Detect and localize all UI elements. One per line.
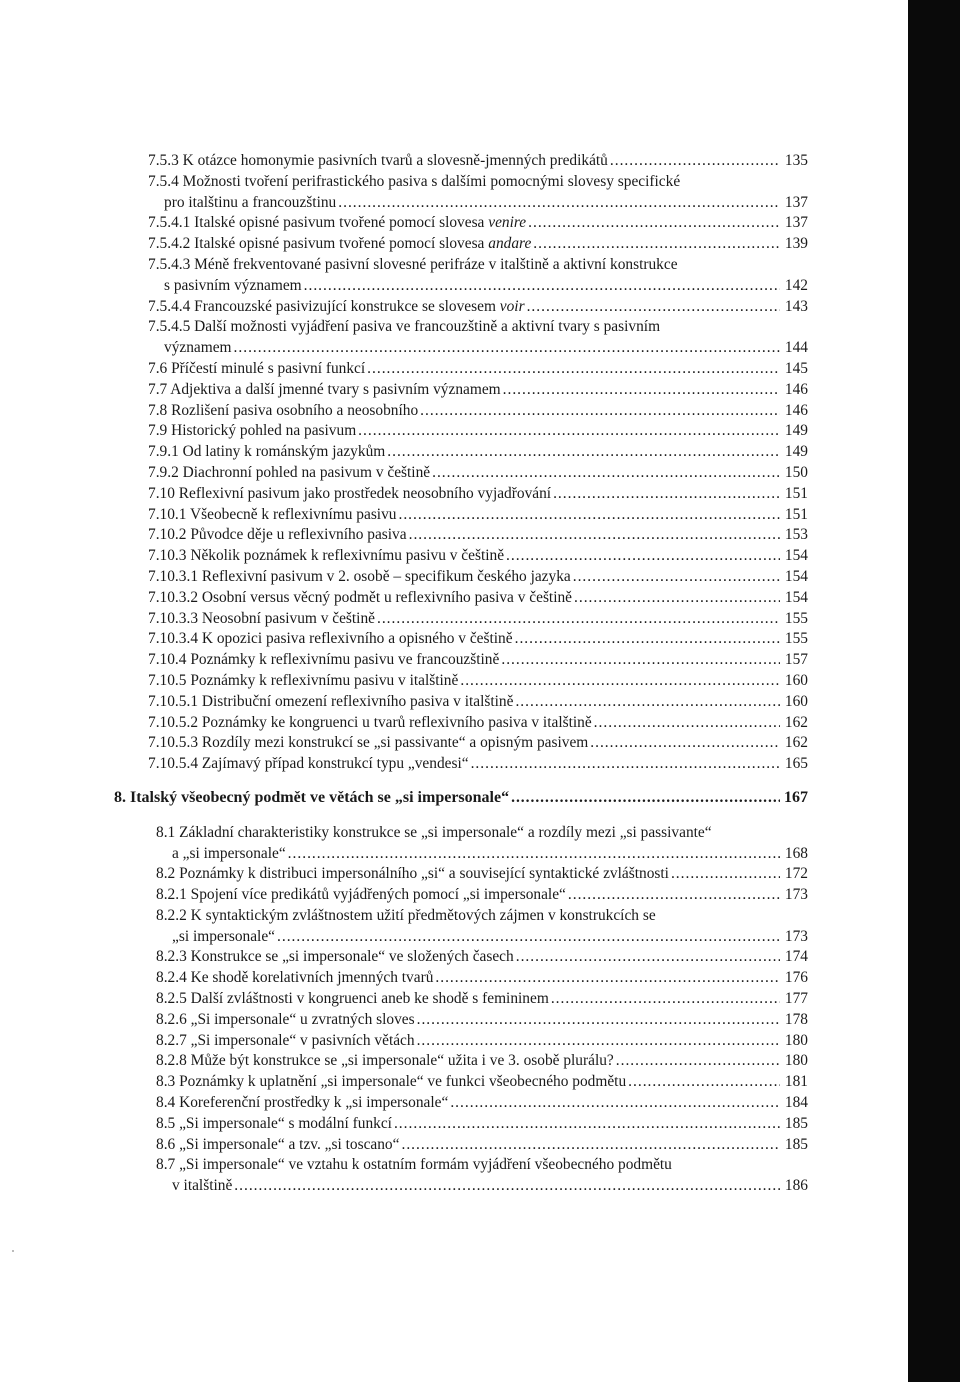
toc-page-number: 180 (784, 1031, 808, 1049)
toc-subentry[interactable] (156, 1135, 808, 1156)
toc-entry-title (156, 1031, 415, 1052)
toc-entry-title-text: 7.10.4 Poznámky k reflexivnímu pasivu ve francouzštině (148, 651, 500, 669)
toc-entry-title-text: 7.10.3 Několik poznámek k reflexivnímu pasivu v češtině (148, 547, 505, 565)
toc-page-number: 155 (784, 609, 808, 627)
toc-page-number: 162 (784, 734, 808, 752)
toc-entry-title-text: 8.2.4 Ke shodě korelativních jmenných tvarů (156, 969, 434, 987)
toc-entry-line: 7.5.4.5 Další možnosti vyjádření pasiva ve francouzštině a aktivní tvary s pasivním (148, 318, 661, 336)
toc-entry-row (156, 1135, 808, 1156)
toc-entry-row (148, 692, 808, 713)
toc-entry[interactable] (148, 671, 808, 692)
toc-entry-title-text: 7.10.3.4 K opozici pasiva reflexivního a opisného v češtině (148, 630, 513, 648)
toc-entry-title (156, 1135, 399, 1156)
toc-entry-row (156, 947, 808, 968)
toc-entry-row (148, 338, 808, 359)
toc-entry[interactable] (148, 525, 808, 546)
toc-entry-row (156, 844, 808, 865)
toc-entry-row (148, 567, 808, 588)
toc-entry-row (148, 421, 808, 442)
toc-entry-row (148, 380, 808, 401)
toc-entry-title (156, 1072, 626, 1093)
toc-page-number: 173 (784, 886, 808, 904)
toc-entry-row (156, 1093, 808, 1114)
toc-page-number: 151 (784, 484, 808, 502)
toc-entry[interactable] (148, 546, 808, 567)
toc-entry[interactable] (148, 463, 808, 484)
toc-entry-title-text: významem (164, 339, 232, 357)
toc-entry[interactable] (148, 421, 808, 442)
toc-entry-title (148, 151, 608, 172)
toc-entry-title-text: 7.9 Historický pohled na pasivum (148, 422, 357, 440)
toc-entry[interactable] (148, 713, 808, 734)
toc-entry-line: 8.2.2 K syntaktickým zvláštnostem užití předmětových zájmen v konstrukcích se (156, 906, 656, 924)
page-edge-shadow (908, 0, 960, 1382)
dot-leader (394, 1114, 780, 1135)
toc-entry-title (148, 359, 365, 380)
toc-entry-title-text: pro italštinu a francouzštinu (164, 193, 337, 211)
toc-entry-title (156, 864, 669, 885)
toc-entry-row (156, 1010, 808, 1031)
toc-page-number: 185 (784, 1135, 808, 1153)
toc-entry-title (148, 650, 499, 671)
dot-leader (515, 692, 780, 713)
toc-entry[interactable] (148, 255, 808, 297)
toc-entry-title (156, 885, 566, 906)
toc-entry-title (156, 1051, 614, 1072)
toc-page-number: 181 (784, 1073, 808, 1091)
toc-entry-title-text: v italštině (172, 1177, 233, 1195)
toc-page-number: 154 (784, 547, 808, 565)
toc-entry-title-text: 7.10.3.3 Neosobní pasivum v češtině (148, 609, 375, 627)
toc-entry-title (148, 484, 551, 505)
dot-leader (387, 442, 780, 463)
toc-entry[interactable] (148, 380, 808, 401)
toc-entry-title (172, 1176, 232, 1197)
toc-subentry[interactable] (156, 968, 808, 989)
toc-page-number: 150 (784, 463, 808, 481)
dot-leader (528, 213, 780, 234)
toc-entry-row (148, 588, 808, 609)
toc-entry-row (148, 213, 808, 234)
toc-entry-row (156, 1031, 808, 1052)
toc-entry-title-text: 7.8 Rozlišení pasiva osobního a neosobního (148, 401, 419, 419)
dot-leader (594, 713, 780, 734)
toc-entry-row (148, 359, 808, 380)
dot-leader (409, 525, 780, 546)
toc-entry[interactable] (148, 401, 808, 422)
chapter-heading[interactable] (114, 788, 808, 809)
toc-entry[interactable] (148, 213, 808, 234)
toc-entry-row (148, 297, 808, 318)
toc-page-number: 157 (784, 651, 808, 669)
toc-page-number: 155 (784, 630, 808, 648)
toc-entry-row (156, 968, 808, 989)
toc-entry-row (156, 864, 808, 885)
toc-entry-title (148, 442, 385, 463)
toc-entry-line: 7.5.4.3 Méně frekventované pasivní slovesné perifráze v italštině a aktivní konstrukce (148, 255, 678, 273)
dot-leader (460, 671, 780, 692)
dot-leader (503, 380, 780, 401)
toc-subentry[interactable] (156, 823, 808, 865)
toc-entry-title-text: 7.9.2 Diachronní pohled na pasivum v češtině (148, 463, 431, 481)
toc-entry-title-text: 8.2.1 Spojení více predikátů vyjádřených pomocí „si impersonale“ (156, 886, 566, 904)
toc-entry-title-text: 7.10.5.2 Poznámky ke kongruenci u tvarů reflexivního pasiva v italštině (148, 713, 592, 731)
dot-leader (527, 297, 780, 318)
toc-entry-row (148, 234, 808, 255)
dot-leader (338, 193, 780, 214)
dot-leader (367, 359, 780, 380)
toc-subentry[interactable] (156, 1051, 808, 1072)
toc-entry-title-text: 7.6 Příčestí minulé s pasivní funkcí (148, 359, 366, 377)
toc-entry-title-text: 7.9.1 Od latiny k románským jazykům (148, 443, 386, 461)
toc-entry-title-emphasis: andare (488, 235, 532, 253)
dot-leader (616, 1051, 780, 1072)
toc-entry-line: 8.1 Základní charakteristiky konstrukce se „si impersonale“ a rozdíly mezi „si passivante“ (156, 823, 712, 841)
dot-leader (511, 788, 780, 809)
toc-entry-title (148, 629, 513, 650)
toc-entry-title (156, 1010, 415, 1031)
toc-page-number: 154 (784, 567, 808, 585)
toc-entry-line: 7.5.4 Možnosti tvoření perifrastického pasiva s dalšími pomocnými slovesy specifické (148, 172, 681, 190)
dot-leader (234, 1176, 780, 1197)
toc-page-number: 168 (784, 844, 808, 862)
dot-leader (471, 754, 780, 775)
toc-entry-row (148, 401, 808, 422)
toc-entry-title-text: 8.5 „Si impersonale“ s modální funkcí (156, 1114, 392, 1132)
toc-entry-row (148, 442, 808, 463)
toc-entry-row (156, 989, 808, 1010)
toc-page-number: 143 (784, 297, 808, 315)
toc-entry-row (148, 754, 808, 775)
dot-leader (377, 609, 780, 630)
toc-subentry[interactable] (156, 947, 808, 968)
toc-entry-title (148, 421, 356, 442)
toc-entry-row (148, 505, 808, 526)
dot-leader (277, 927, 780, 948)
toc-entry-title-text: 7.10.3.1 Reflexivní pasivum v 2. osobě – specifikum českého jazyka (148, 567, 571, 585)
toc-subentry[interactable] (156, 885, 808, 906)
toc-entry-title (148, 213, 526, 234)
toc-page-number: 151 (784, 505, 808, 523)
toc-page-number: 176 (784, 969, 808, 987)
dot-leader (551, 989, 780, 1010)
toc-page-number: 142 (784, 276, 808, 294)
toc-entry-title (148, 692, 513, 713)
toc-entry-title-text: 8.3 Poznámky k uplatnění „si impersonale“ ve funkci všeobecného podmětu (156, 1073, 627, 1091)
toc-entry-title-text: 8.2.3 Konstrukce se „si impersonale“ ve složených časech (156, 948, 514, 966)
dot-leader (516, 947, 780, 968)
toc-entry-title-emphasis: venire (488, 214, 527, 232)
chapter-heading-title: 8. Italský všeobecný podmět ve větách se „si impersonale“ (114, 788, 510, 806)
toc-page-number: 184 (784, 1094, 808, 1112)
toc-entry[interactable] (148, 733, 808, 754)
chapter-heading-row (114, 788, 808, 809)
toc-entry-title (148, 609, 375, 630)
toc-entry-title-text: 7.10.1 Všeobecně k reflexivnímu pasivu (148, 505, 397, 523)
toc-entry-title-text: 8.2.7 „Si impersonale“ v pasivních větách (156, 1031, 415, 1049)
toc-entry[interactable] (148, 297, 808, 318)
toc-page-number: 165 (784, 755, 808, 773)
toc-page-number: 135 (784, 152, 808, 169)
toc-entry-row (148, 193, 808, 214)
toc-page-number: 162 (784, 713, 808, 731)
toc-entry[interactable] (148, 650, 808, 671)
dot-leader (573, 567, 780, 588)
dot-leader (417, 1031, 780, 1052)
toc-subentry[interactable] (156, 864, 808, 885)
toc-entry-title (148, 297, 525, 318)
dot-leader (568, 885, 780, 906)
toc-entry-title (148, 525, 407, 546)
toc-page-number: 144 (784, 339, 808, 357)
toc-entry-title-text: 7.10 Reflexivní pasivum jako prostředek neosobního vyjadřování (148, 484, 552, 502)
toc-entry-title (148, 546, 504, 567)
toc-subentry[interactable] (156, 1072, 808, 1093)
toc-page-number: 146 (784, 380, 808, 398)
toc-entry-title-text: 7.10.3.2 Osobní versus věcný podmět u reflexivního pasiva v češtině (148, 588, 573, 606)
dot-leader (553, 484, 780, 505)
toc-entry-title-text: s pasivním významem (164, 276, 302, 294)
dot-leader (435, 968, 780, 989)
toc-entry[interactable] (148, 317, 808, 359)
toc-entry-title-text: 8.2 Poznámky k distribuci impersonálního „si“ a související syntaktické zvláštnosti (156, 865, 669, 883)
toc-entry-title (148, 401, 418, 422)
toc-entry-title-text: 8.2.5 Další zvláštnosti v kongruenci aneb ke shodě s femininem (156, 990, 549, 1008)
dot-leader (610, 151, 780, 172)
toc-entry[interactable] (148, 172, 808, 214)
toc-entry-title-text: „si impersonale“ (172, 927, 275, 945)
toc-page-number: 173 (784, 927, 808, 945)
toc-entry-title (148, 380, 501, 401)
toc-page-number: 137 (784, 214, 808, 232)
toc-page-number: 174 (784, 948, 808, 966)
toc-page-number: 180 (784, 1052, 808, 1070)
toc-entry-title-text: 7.5.4.1 Italské opisné pasivum tvořené pomocí slovesa (148, 214, 489, 232)
dot-leader (574, 588, 780, 609)
toc-entry-title (156, 989, 549, 1010)
toc-page-number: 153 (784, 526, 808, 544)
toc-entry[interactable] (148, 442, 808, 463)
toc-entry-title (148, 671, 458, 692)
toc-entry[interactable] (148, 609, 808, 630)
dot-leader (398, 505, 780, 526)
toc-entry[interactable] (148, 151, 808, 172)
dot-leader (401, 1135, 780, 1156)
toc-entry-row (148, 713, 808, 734)
toc-entry-title (148, 713, 592, 734)
toc-entry-title-text: 7.10.2 Původce děje u reflexivního pasiva (148, 526, 407, 544)
toc-page-number: 149 (784, 443, 808, 461)
toc-entry-row (148, 671, 808, 692)
toc-entry-title-text: 8.2.8 Může být konstrukce se „si impersonale“ užita i ve 3. osobě plurálu? (156, 1052, 614, 1070)
toc-entry-title-text: 7.7 Adjektiva a další jmenné tvary s pasivním významem (148, 380, 501, 398)
table-of-contents (114, 151, 808, 1197)
dot-leader (450, 1093, 780, 1114)
toc-entry-title-text: 8.2.6 „Si impersonale“ u zvratných sloves (156, 1010, 415, 1028)
toc-entry-row (148, 484, 808, 505)
toc-entry-title-text: 8.6 „Si impersonale“ a tzv. „si toscano“ (156, 1135, 400, 1153)
toc-entry-title-text: 8.4 Koreferenční prostředky k „si impersonale“ (156, 1094, 449, 1112)
toc-entry-title (148, 733, 588, 754)
toc-entry[interactable] (148, 692, 808, 713)
toc-entry-row (148, 525, 808, 546)
toc-entry-title-emphasis: voir (499, 297, 525, 315)
dot-leader (515, 629, 780, 650)
toc-entry-title (148, 463, 430, 484)
dot-leader (304, 276, 780, 297)
toc-entry-title-text: 7.10.5 Poznámky k reflexivnímu pasivu v italštině (148, 671, 459, 689)
toc-entry-row (148, 650, 808, 671)
toc-page-number: 137 (784, 193, 808, 211)
toc-entry-row (148, 609, 808, 630)
toc-entry-title (172, 927, 275, 948)
toc-entry-row (148, 546, 808, 567)
toc-entry-row (148, 733, 808, 754)
toc-entry-title (164, 276, 302, 297)
toc-page-number: 185 (784, 1114, 808, 1132)
toc-entry-title-text: 7.10.5.1 Distribuční omezení reflexivního pasiva v italštině (148, 692, 514, 710)
toc-page-number: 186 (784, 1177, 808, 1195)
dot-leader (506, 546, 780, 567)
dot-leader (590, 733, 780, 754)
toc-entry-title (172, 844, 286, 865)
toc-entry-row (148, 463, 808, 484)
toc-subentry[interactable] (156, 1031, 808, 1052)
toc-entry-title-text: 7.10.5.3 Rozdíly mezi konstrukcí se „si passivante“ a opisným pasivem (148, 734, 589, 752)
toc-entry-line: 8.7 „Si impersonale“ ve vztahu k ostatním formám vyjádření všeobecného podmětu (156, 1156, 672, 1174)
toc-entry-row (148, 629, 808, 650)
dot-leader (671, 864, 780, 885)
toc-entry[interactable] (148, 234, 808, 255)
toc-entry-title (148, 234, 531, 255)
toc-entry[interactable] (148, 484, 808, 505)
toc-entry[interactable] (148, 629, 808, 650)
toc-entry-row (156, 1114, 808, 1135)
toc-entry[interactable] (148, 505, 808, 526)
toc-entry-title (164, 193, 336, 214)
toc-entry-title-text: 7.5.4.2 Italské opisné pasivum tvořené pomocí slovesa (148, 235, 489, 253)
dot-leader (501, 650, 780, 671)
toc-entry-title (156, 968, 433, 989)
toc-subentry[interactable] (156, 1093, 808, 1114)
toc-entry[interactable] (148, 754, 808, 775)
toc-entry[interactable] (148, 588, 808, 609)
toc-subentry[interactable] (156, 1114, 808, 1135)
toc-entry-row (156, 885, 808, 906)
toc-entry-title-text: 7.5.3 K otázce homonymie pasivních tvarů a slovesně-jmenných predikátů (148, 152, 608, 169)
toc-page-number: 177 (784, 990, 808, 1008)
toc-entry-row (156, 1176, 808, 1197)
toc-page-number: 178 (784, 1010, 808, 1028)
dot-leader (628, 1072, 780, 1093)
chapter-heading-page: 167 (784, 788, 808, 806)
toc-entry-title (164, 338, 232, 359)
toc-subentry[interactable] (156, 906, 808, 948)
toc-entry-row (156, 927, 808, 948)
dot-leader (288, 844, 780, 865)
toc-entry-title-text: 7.5.4.4 Francouzské pasivizující konstrukce se slovesem (148, 297, 500, 315)
dot-leader (358, 421, 780, 442)
dot-leader (234, 338, 780, 359)
toc-page-number: 146 (784, 401, 808, 419)
toc-entry-title (148, 588, 572, 609)
toc-page-number: 154 (784, 588, 808, 606)
toc-entry-title-text: a „si impersonale“ (172, 844, 286, 862)
toc-entry-row (148, 151, 808, 172)
toc-page-number: 145 (784, 359, 808, 377)
toc-entry-title-text: 7.10.5.4 Zajímavý případ konstrukcí typu „vendesi“ (148, 755, 469, 773)
toc-entry-row (148, 276, 808, 297)
dot-leader (432, 463, 780, 484)
dot-leader (533, 234, 780, 255)
toc-entry-title (156, 1114, 392, 1135)
toc-page-number: 139 (784, 235, 808, 253)
dot-leader (420, 401, 780, 422)
toc-page-number: 160 (784, 692, 808, 710)
toc-subentry[interactable] (156, 989, 808, 1010)
toc-entry-row (156, 1051, 808, 1072)
toc-entry[interactable] (148, 567, 808, 588)
toc-entry-title (148, 505, 396, 526)
toc-entry-title (148, 567, 571, 588)
toc-page-number: 149 (784, 422, 808, 440)
toc-entry-title (156, 947, 514, 968)
dot-leader (417, 1010, 780, 1031)
toc-entry-title (148, 754, 469, 775)
toc-subentry[interactable] (156, 1155, 808, 1197)
toc-page-number: 160 (784, 671, 808, 689)
toc-entry-title (156, 1093, 448, 1114)
toc-entry-row (156, 1072, 808, 1093)
scan-speck (12, 1250, 14, 1252)
toc-entry[interactable] (148, 359, 808, 380)
toc-page-number: 172 (784, 865, 808, 883)
toc-subentry[interactable] (156, 1010, 808, 1031)
